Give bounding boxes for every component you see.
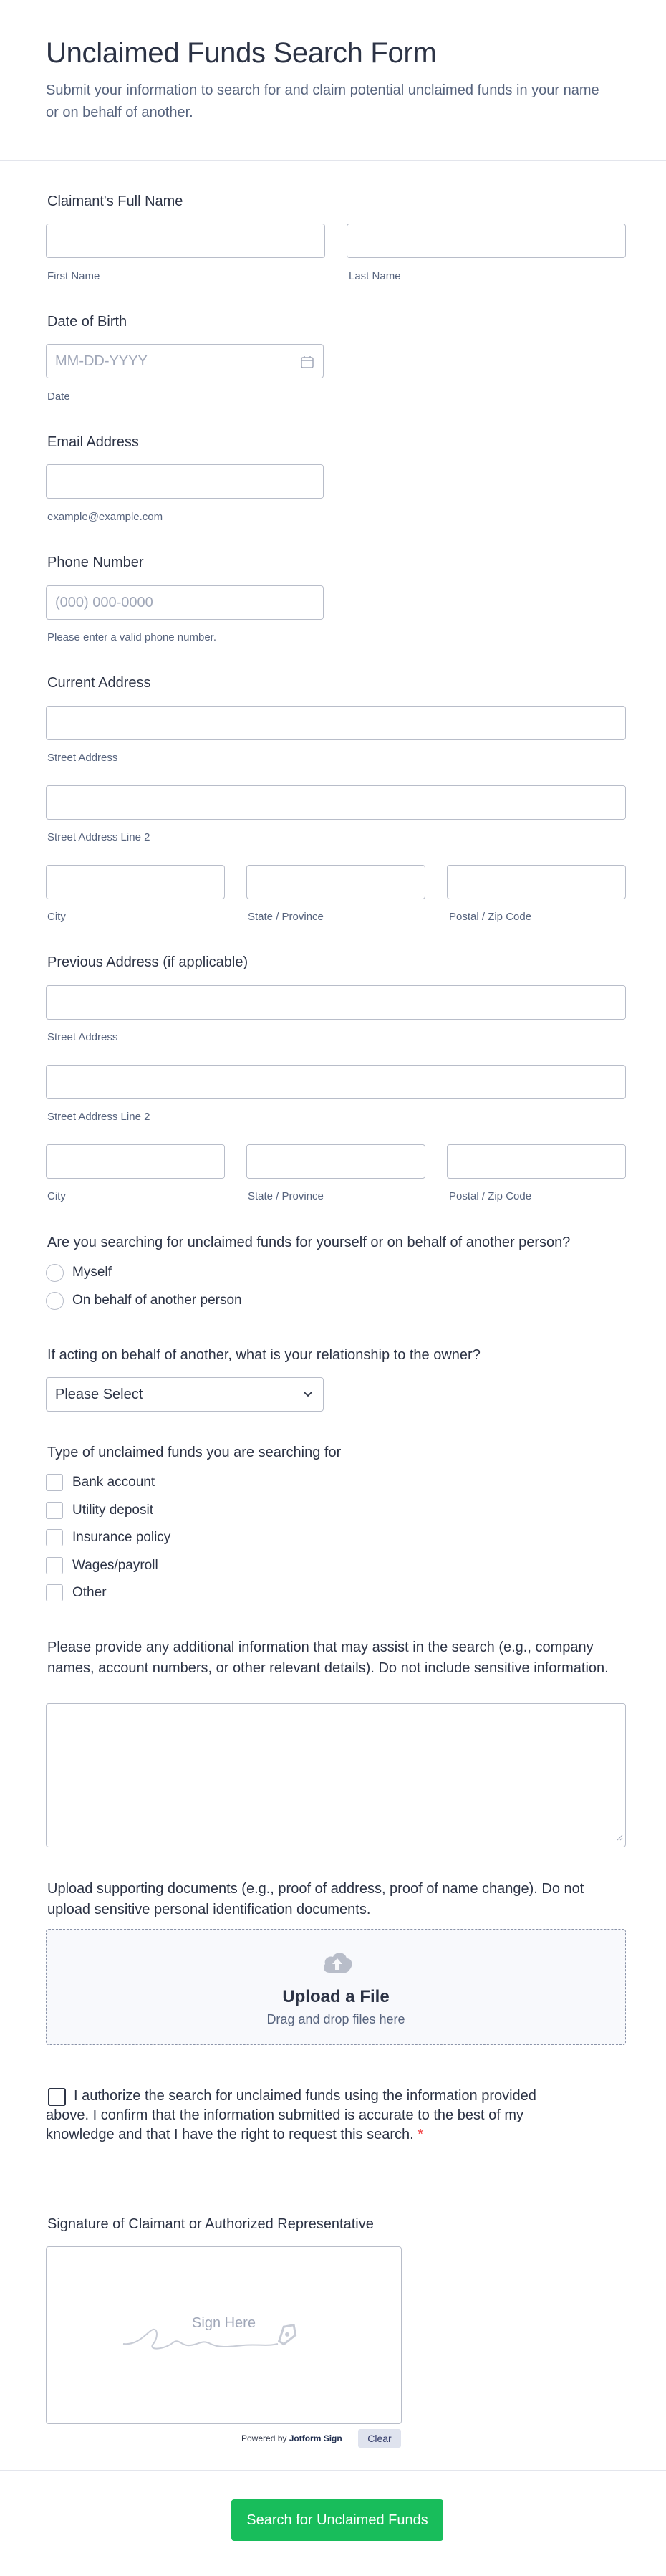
checkbox-bank-account[interactable]: [46, 1474, 63, 1491]
email-input[interactable]: [46, 464, 324, 499]
additional-info-label: Please provide any additional information that may assist in the search (e.g., company names, account numbers, or other relevant details). Do not include sensitive information.: [47, 1639, 609, 1676]
previous-city-sublabel: City: [47, 1190, 66, 1202]
email-label: Email Address: [47, 434, 139, 450]
additional-info-textarea[interactable]: [46, 1703, 626, 1847]
current-city-input[interactable]: [46, 865, 225, 899]
dob-label: Date of Birth: [47, 314, 127, 330]
searching-for-label: Are you searching for unclaimed funds for yourself or on behalf of another person?: [47, 1235, 571, 1250]
upload-title: Upload a File: [282, 1987, 390, 2006]
phone-input[interactable]: [46, 585, 324, 620]
phone-placeholder: (000) 000-0000: [55, 595, 153, 611]
signature-squiggle-icon: [122, 2315, 322, 2362]
clear-signature-button[interactable]: Clear: [358, 2429, 401, 2448]
current-address-label: Current Address: [47, 675, 151, 691]
current-street-sublabel: Street Address: [47, 752, 118, 764]
relationship-selected: Please Select: [55, 1387, 143, 1402]
phone-sublabel: Please enter a valid phone number.: [47, 631, 216, 643]
last-name-sublabel: Last Name: [349, 270, 401, 282]
powered-by-text: [241, 2433, 342, 2443]
current-zip-sublabel: Postal / Zip Code: [449, 911, 532, 923]
last-name-input[interactable]: [347, 224, 626, 258]
form-header: [0, 0, 666, 161]
previous-address-label: Previous Address (if applicable): [47, 954, 248, 970]
previous-street2-sublabel: Street Address Line 2: [47, 1111, 150, 1123]
current-street2-input[interactable]: [46, 785, 626, 820]
previous-city-input[interactable]: [46, 1144, 225, 1179]
powered-by-label: Powered by: [241, 2433, 287, 2443]
radio-myself-label[interactable]: Myself: [72, 1265, 112, 1280]
dob-input[interactable]: [46, 344, 324, 378]
radio-on-behalf[interactable]: [46, 1292, 64, 1310]
file-dropzone[interactable]: [46, 1929, 626, 2045]
phone-label: Phone Number: [47, 555, 144, 570]
radio-on-behalf-label[interactable]: On behalf of another person: [72, 1293, 242, 1308]
current-street-input[interactable]: [46, 706, 626, 740]
calendar-icon[interactable]: [300, 355, 314, 373]
resize-handle-icon[interactable]: [616, 1832, 623, 1844]
radio-myself[interactable]: [46, 1264, 64, 1282]
authorize-text: I authorize the search for unclaimed funds using the information provided above. I confirm that the information submitted is accurate to the best of my knowledge and that I have the right to request this search.: [46, 2088, 536, 2142]
checkbox-utility-deposit-label[interactable]: Utility deposit: [72, 1503, 153, 1518]
signature-label: Signature of Claimant or Authorized Representative: [47, 2216, 374, 2232]
form-subtitle: Submit your information to search for and claim potential unclaimed funds in your name or on behalf of another.: [46, 82, 599, 120]
email-sublabel: example@example.com: [47, 511, 163, 523]
current-city-sublabel: City: [47, 911, 66, 923]
checkbox-insurance-policy[interactable]: [46, 1529, 63, 1546]
jotform-sign-brand[interactable]: Jotform Sign: [289, 2433, 342, 2443]
dob-sublabel: Date: [47, 391, 70, 403]
current-zip-input[interactable]: [447, 865, 626, 899]
current-state-sublabel: State / Province: [248, 911, 324, 923]
previous-zip-input[interactable]: [447, 1144, 626, 1179]
checkbox-utility-deposit[interactable]: [46, 1502, 63, 1519]
cloud-upload-icon: [321, 1950, 354, 1979]
previous-zip-sublabel: Postal / Zip Code: [449, 1190, 532, 1202]
signature-placeholder: Sign Here: [192, 2315, 256, 2331]
chevron-down-icon: [303, 1389, 313, 1403]
required-mark: *: [418, 2127, 424, 2142]
first-name-input[interactable]: [46, 224, 325, 258]
previous-street-input[interactable]: [46, 985, 626, 1020]
checkbox-other-label[interactable]: Other: [72, 1585, 107, 1600]
checkbox-other[interactable]: [46, 1584, 63, 1601]
fund-types-label: Type of unclaimed funds you are searching for: [47, 1445, 342, 1460]
checkbox-insurance-policy-label[interactable]: Insurance policy: [72, 1530, 171, 1545]
authorize-text-block[interactable]: [46, 2087, 561, 2145]
previous-state-sublabel: State / Province: [248, 1190, 324, 1202]
checkbox-wages-payroll[interactable]: [46, 1557, 63, 1574]
previous-state-input[interactable]: [246, 1144, 425, 1179]
current-street2-sublabel: Street Address Line 2: [47, 831, 150, 843]
full-name-label: Claimant's Full Name: [47, 193, 183, 209]
relationship-label: If acting on behalf of another, what is your relationship to the owner?: [47, 1347, 481, 1363]
submit-button[interactable]: Search for Unclaimed Funds: [231, 2499, 443, 2541]
checkbox-wages-payroll-label[interactable]: Wages/payroll: [72, 1558, 158, 1573]
first-name-sublabel: First Name: [47, 270, 100, 282]
current-state-input[interactable]: [246, 865, 425, 899]
previous-street2-input[interactable]: [46, 1065, 626, 1099]
upload-label: Upload supporting documents (e.g., proof of address, proof of name change). Do not upload sensitive personal identification documents.: [47, 1881, 584, 1917]
footer-divider: [0, 2470, 666, 2471]
dob-placeholder: MM-DD-YYYY: [55, 353, 148, 369]
form-title: Unclaimed Funds Search Form: [46, 37, 437, 69]
signature-pad[interactable]: [46, 2246, 402, 2424]
relationship-select[interactable]: [46, 1377, 324, 1412]
checkbox-bank-account-label[interactable]: Bank account: [72, 1475, 155, 1490]
upload-hint: Drag and drop files here: [266, 2012, 405, 2026]
previous-street-sublabel: Street Address: [47, 1031, 118, 1043]
